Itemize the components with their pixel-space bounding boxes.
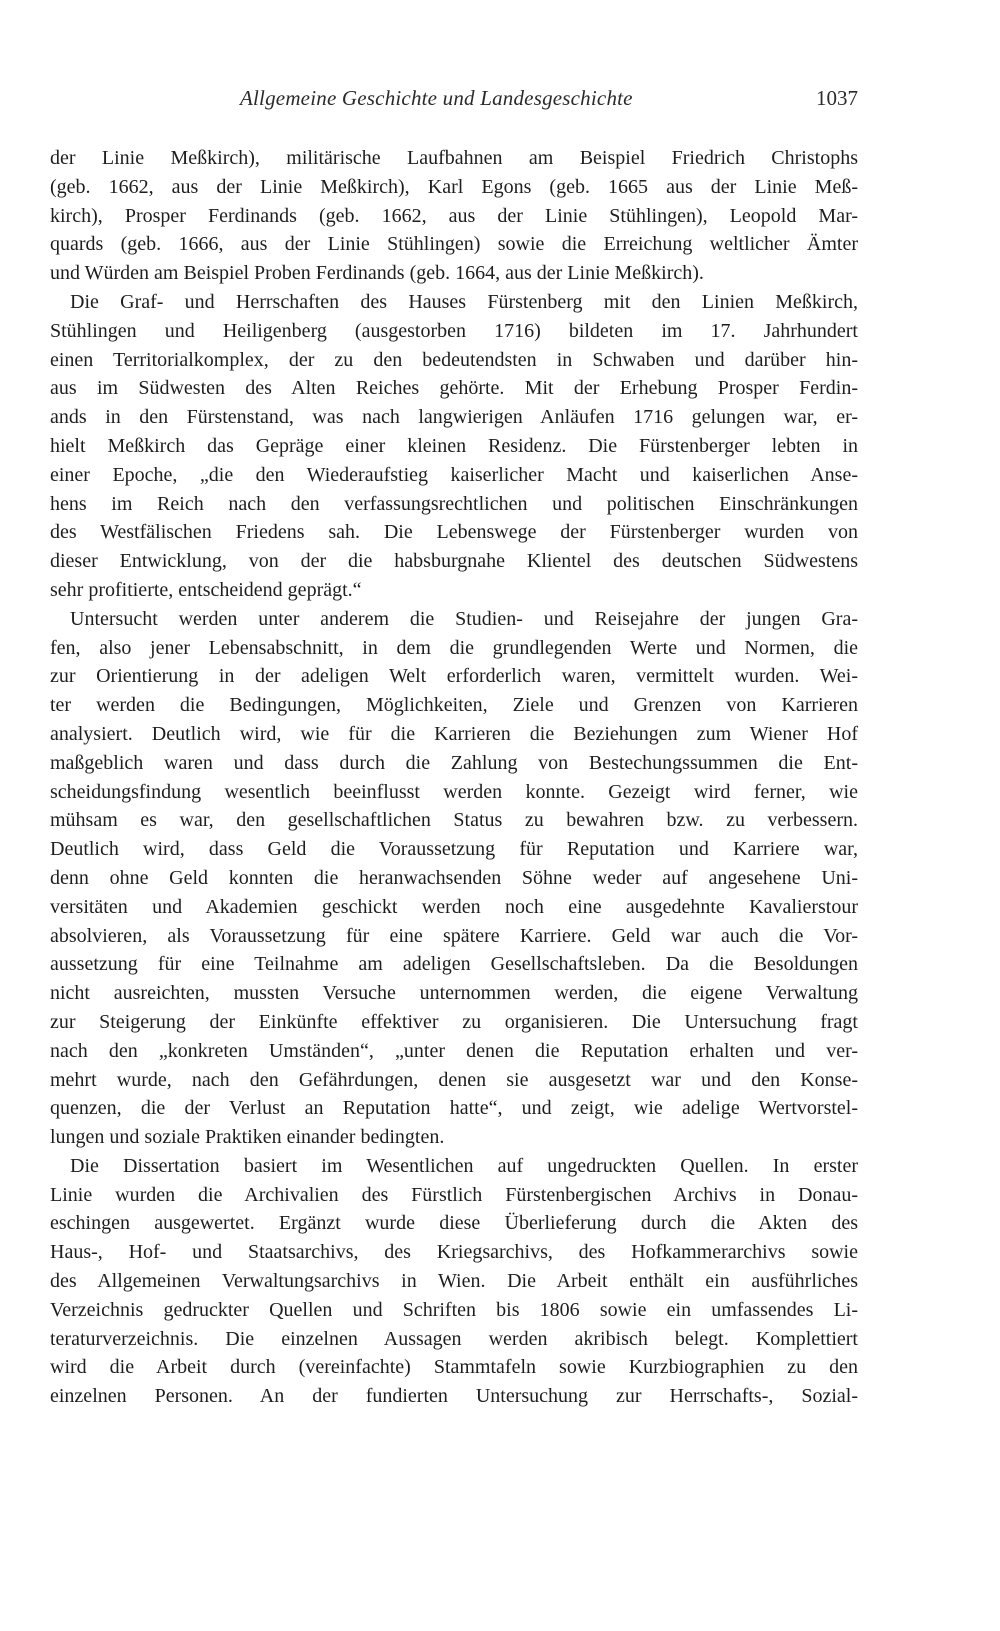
body-text xyxy=(50,144,858,1411)
text-line: scheidungsfindung wesentlich beeinflusst werden konnte. Gezeigt wird ferner, wie xyxy=(50,780,858,803)
text-line: Verzeichnis gedruckter Quellen und Schriften bis 1806 sowie ein umfassendes Li- xyxy=(50,1298,858,1321)
text-line: kirch), Prosper Ferdinands (geb. 1662, aus der Linie Stühlingen), Leopold Mar- xyxy=(50,204,858,227)
text-line: teraturverzeichnis. Die einzelnen Aussagen werden akribisch belegt. Komplettiert xyxy=(50,1327,858,1350)
text-line: mühsam es war, den gesellschaftlichen Status zu bewahren bzw. zu verbessern. xyxy=(50,809,858,832)
text-line: hielt Meßkirch das Gepräge einer kleinen Residenz. Die Fürstenberger lebten in xyxy=(50,434,858,457)
text-line: einer Epoche, „die den Wiederaufstieg kaiserlicher Macht und kaiserlichen Anse- xyxy=(50,463,858,486)
text-line: sehr profitierte, entscheidend geprägt.“ xyxy=(50,578,362,601)
text-line: fen, also jener Lebensabschnitt, in dem die grundlegenden Werte und Normen, die xyxy=(50,636,858,659)
text-line: Die Dissertation basiert im Wesentlichen auf ungedruckten Quellen. In erster xyxy=(70,1154,858,1177)
text-line: Haus-, Hof- und Staatsarchivs, des Kriegsarchivs, des Hofkammerarchivs sowie xyxy=(50,1241,858,1264)
text-line: versitäten und Akademien geschickt werden noch eine ausgedehnte Kavalierstour xyxy=(50,895,858,918)
text-line: und Würden am Beispiel Proben Ferdinands (geb. 1664, aus der Linie Meßkirch). xyxy=(50,262,704,285)
text-line: zur Steigerung der Einkünfte effektiver zu organisieren. Die Untersuchung fragt xyxy=(50,1010,858,1033)
page-number: 1037 xyxy=(816,86,858,110)
text-line: aussetzung für eine Teilnahme am adeligen Gesellschaftsleben. Da die Besoldungen xyxy=(50,953,858,976)
text-line: denn ohne Geld konnten die heranwachsenden Söhne weder auf angesehene Uni- xyxy=(50,866,858,889)
text-line: des Westfälischen Friedens sah. Die Lebenswege der Fürstenberger wurden von xyxy=(50,521,858,544)
text-line: quenzen, die der Verlust an Reputation hatte“, und zeigt, wie adelige Wertvorstel- xyxy=(50,1097,858,1120)
text-line: Deutlich wird, dass Geld die Voraussetzung für Reputation und Karriere war, xyxy=(50,838,858,861)
text-line: ands in den Fürstenstand, was nach langwierigen Anläufen 1716 gelungen war, er- xyxy=(50,406,858,429)
text-line: Linie wurden die Archivalien des Fürstlich Fürstenbergischen Archivs in Donau- xyxy=(50,1183,858,1206)
text-line: einen Territorialkomplex, der zu den bedeutendsten in Schwaben und darüber hin- xyxy=(50,348,858,371)
text-line: nicht ausreichten, mussten Versuche unternommen werden, die eigene Verwaltung xyxy=(50,982,858,1005)
text-line: der Linie Meßkirch), militärische Laufbahnen am Beispiel Friedrich Christophs xyxy=(50,147,858,169)
text-line: zur Orientierung in der adeligen Welt erforderlich waren, vermittelt wurden. Wei- xyxy=(50,665,858,688)
text-line: des Allgemeinen Verwaltungsarchivs in Wien. Die Arbeit enthält ein ausführliches xyxy=(50,1270,858,1293)
text-line: absolvieren, als Voraussetzung für eine spätere Karriere. Geld war auch die Vor- xyxy=(50,924,858,947)
text-line: quards (geb. 1666, aus der Linie Stühlingen) sowie die Erreichung weltlicher Ämter xyxy=(50,233,858,256)
text-line: mehrt wurde, nach den Gefährdungen, denen sie ausgesetzt war und den Konse- xyxy=(50,1068,858,1091)
running-title: Allgemeine Geschichte und Landesgeschichte xyxy=(240,86,633,110)
text-line: maßgeblich waren und dass durch die Zahlung von Bestechungssummen die Ent- xyxy=(50,751,858,774)
text-line: analysiert. Deutlich wird, wie für die Karrieren die Beziehungen zum Wiener Hof xyxy=(50,722,858,745)
text-line: aus im Südwesten des Alten Reiches gehörte. Mit der Erhebung Prosper Ferdin- xyxy=(50,377,858,400)
text-line: ter werden die Bedingungen, Möglichkeiten, Ziele und Grenzen von Karrieren xyxy=(50,694,858,717)
running-head xyxy=(50,86,858,116)
text-line: wird die Arbeit durch (vereinfachte) Stammtafeln sowie Kurzbiographien zu den xyxy=(50,1356,858,1379)
text-line: eschingen ausgewertet. Ergänzt wurde diese Überlieferung durch die Akten des xyxy=(50,1212,858,1235)
text-line: Die Graf- und Herrschaften des Hauses Fürstenberg mit den Linien Meßkirch, xyxy=(70,290,858,313)
text-line: lungen und soziale Praktiken einander bedingten. xyxy=(50,1126,445,1149)
text-line: (geb. 1662, aus der Linie Meßkirch), Karl Egons (geb. 1665 aus der Linie Meß- xyxy=(50,175,858,198)
text-line: dieser Entwicklung, von der die habsburgnahe Klientel des deutschen Südwestens xyxy=(50,550,858,573)
text-line: einzelnen Personen. An der fundierten Untersuchung zur Herrschafts-, Sozial- xyxy=(50,1385,858,1408)
text-line: Untersucht werden unter anderem die Studien- und Reisejahre der jungen Gra- xyxy=(70,607,858,630)
text-line: Stühlingen und Heiligenberg (ausgestorben 1716) bildeten im 17. Jahrhundert xyxy=(50,319,858,342)
text-line: hens im Reich nach den verfassungsrechtlichen und politischen Einschränkungen xyxy=(50,492,858,515)
text-line: nach den „konkreten Umständen“, „unter denen die Reputation erhalten und ver- xyxy=(50,1039,858,1062)
